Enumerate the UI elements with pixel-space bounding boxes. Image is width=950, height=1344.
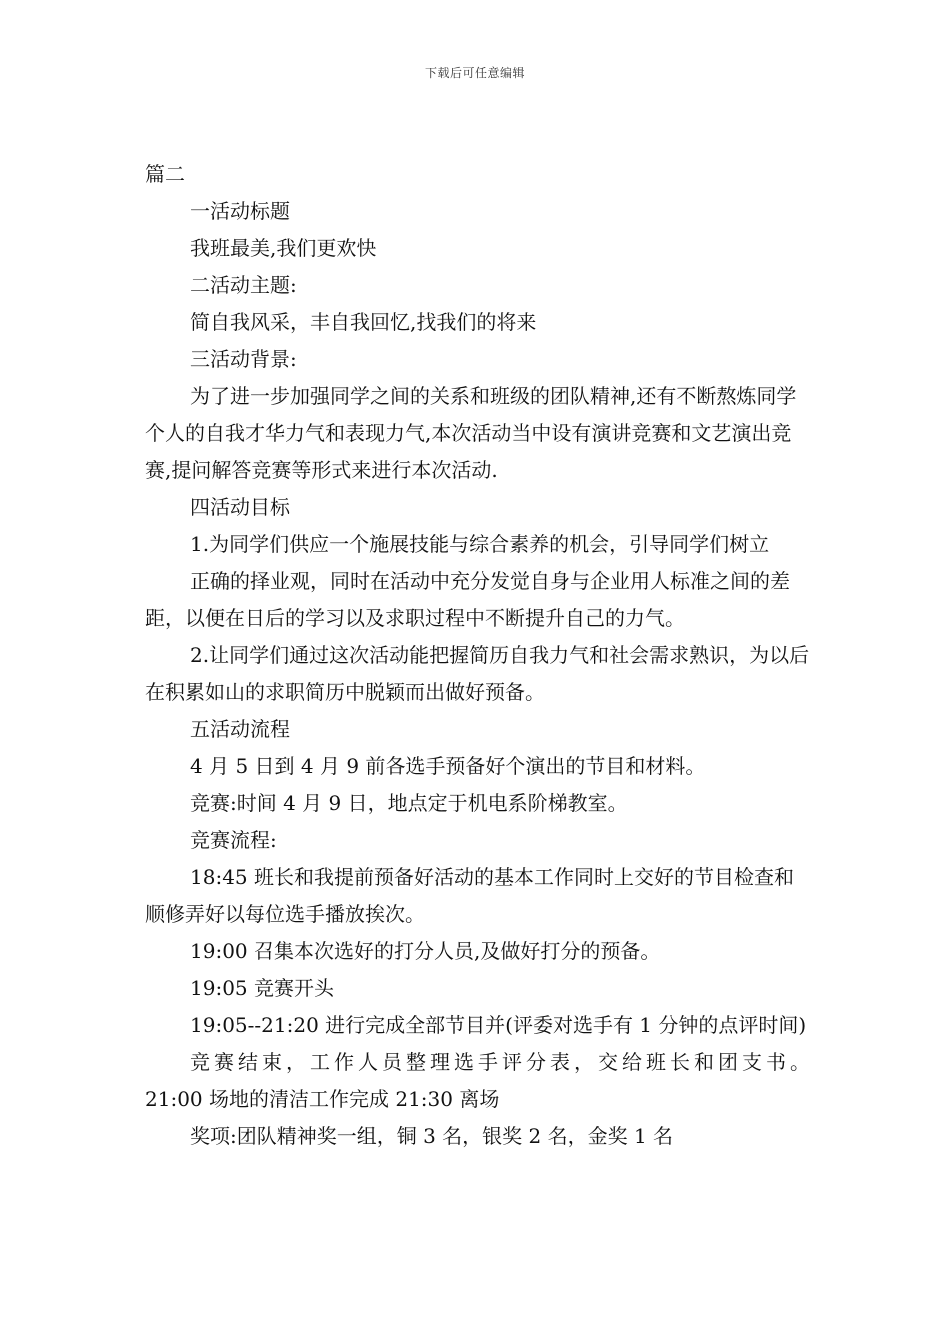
paragraph: 正确的择业观，同时在活动中充分发觉自身与企业用人标准之间的差距，以便在日后的学习以及求职过程中不断提升自己的力气。	[145, 569, 790, 630]
heading-activity-title: 一活动标题	[190, 199, 290, 223]
paragraph: 竞赛流程:	[190, 828, 277, 852]
section-title: 篇二	[145, 162, 185, 186]
paragraph: 我班最美,我们更欢快	[190, 236, 377, 260]
paragraph: 1.为同学们供应一个施展技能与综合素养的机会，引导同学们树立	[190, 532, 770, 556]
paragraph: 18:45 班长和我提前预备好活动的基本工作同时上交好的节目检查和顺修弄好以每位选手播放挨次。	[145, 865, 794, 926]
paragraph: 19:00 召集本次选好的打分人员,及做好打分的预备。	[190, 939, 661, 963]
paragraph: 19:05 竞赛开头	[190, 976, 334, 1000]
heading-activity-background: 三活动背景:	[190, 347, 297, 371]
page-header: 下载后可任意编辑	[424, 66, 525, 80]
paragraph: 竞赛结束，工作人员整理选手评分表，交给班长和团支书。	[190, 1050, 810, 1074]
paragraph: 竞赛:时间 4 月 9 日，地点定于机电系阶梯教室。	[190, 791, 628, 815]
heading-activity-process: 五活动流程	[190, 717, 290, 741]
paragraph: 21:00 场地的清洁工作完成 21:30 离场	[145, 1087, 500, 1111]
paragraph: 19:05--21:20 进行完成全部节目并(评委对选手有 1 分钟的点评时间)	[190, 1013, 807, 1037]
paragraph: 4 月 5 日到 4 月 9 前各选手预备好个演出的节目和材料。	[190, 754, 706, 778]
paragraph: 2.让同学们通过这次活动能把握简历自我力气和社会需求熟识，为以后在积累如山的求职简历中脱颖而出做好预备。	[145, 643, 810, 704]
paragraph: 奖项:团队精神奖一组，铜 3 名，银奖 2 名，金奖 1 名	[190, 1124, 674, 1148]
heading-activity-theme: 二活动主题:	[190, 273, 297, 297]
paragraph: 简自我风采，丰自我回忆,找我们的将来	[190, 310, 537, 334]
heading-activity-goals: 四活动目标	[190, 495, 290, 519]
paragraph: 为了进一步加强同学之间的关系和班级的团队精神,还有不断熬炼同学个人的自我才华力气和表现力气,本次活动当中设有演讲竞赛和文艺演出竞赛,提问解答竞赛等形式来进行本次活动.	[145, 384, 797, 482]
document-body	[145, 156, 810, 1155]
